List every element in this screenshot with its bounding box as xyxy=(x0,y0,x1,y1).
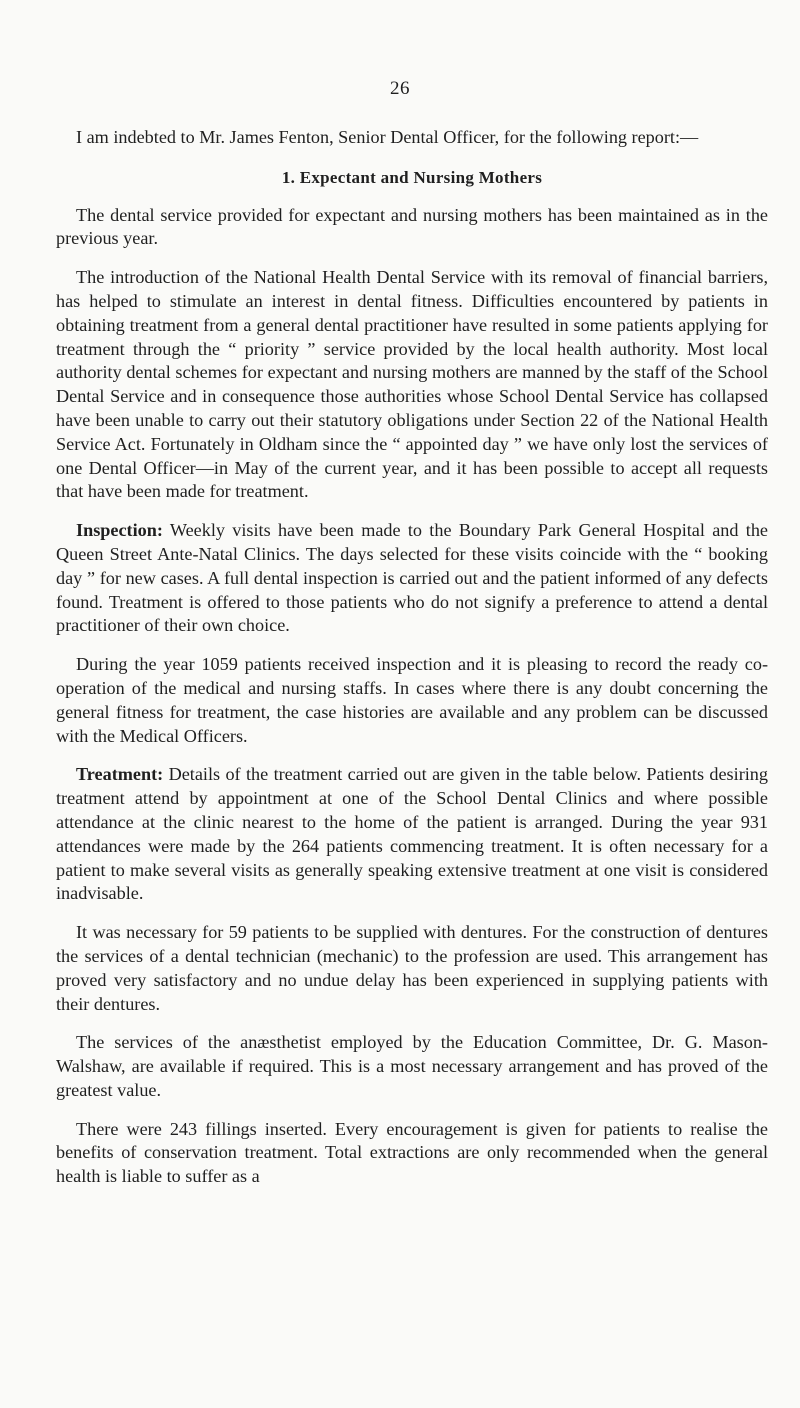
paragraph-maintenance xyxy=(56,204,768,252)
paragraph-treatment xyxy=(56,763,768,906)
paragraph-fillings xyxy=(56,1118,768,1189)
paragraph-text: Weekly visits have been made to the Boundary Park General Hospital and the Queen Street Ante-Natal Clinics. The days selected for these visits coincide with the “ booking day ” for new cases. A full dental inspection is carried out and the patient informed of any defects found. Treatment is offered to those patients who do not signify a preference to attend a dental practitioner of their own choice. xyxy=(56,520,768,636)
paragraph-text: It was necessary for 59 patients to be supplied with dentures. For the construction of dentures the services of a dental technician (mechanic) to the profession are used. This arrangement has proved very satisfactory and no undue delay has been experienced in supplying patients with their dentures. xyxy=(56,922,768,1014)
paragraph-text: The dental service provided for expectant and nursing mothers has been maintained as in the previous year. xyxy=(56,204,768,249)
paragraph-text: The services of the anæsthetist employed by the Education Committee, Dr. G. Mason-Walshaw, are available if required. This is a most necessary arrangement and has proved of the greatest value. xyxy=(56,1032,768,1100)
paragraph-lead-inspection: Inspection: xyxy=(76,520,163,541)
paragraph-text: During the year 1059 patients received inspection and it is pleasing to record the ready co-operation of the medical and nursing staffs. In cases where there is any doubt concerning the general fitness for treatment, the case histories are available and any problem can be discussed with the Medical Officers. xyxy=(56,654,768,746)
page-number: 26 xyxy=(390,78,410,99)
paragraph-lead-treatment: Treatment: xyxy=(76,764,164,785)
paragraph-inspection-count xyxy=(56,653,768,748)
paragraph-national-health xyxy=(56,266,768,504)
paragraph-dentures xyxy=(56,921,768,1016)
section-heading: 1. Expectant and Nursing Mothers xyxy=(281,167,543,187)
paragraph-text: There were 243 fillings inserted. Every encouragement is given for patients to realise the benefits of conservation treatment. Total extractions are only recommended when the general health is liable to suffer as a xyxy=(56,1118,768,1187)
report-body xyxy=(56,126,768,1204)
paragraph-text: Details of the treatment carried out are given in the table below. Patients desiring treatment attend by appointment at one of the School Dental Clinics and where possible attendance at the clinic nearest to the home of the patient is arranged. During the year 931 attendances were made by the 264 patients commencing treatment. It is often necessary for a patient to make several visits as generally speaking extensive treatment at one visit is considered inadvisable. xyxy=(56,764,768,904)
paragraph-text: The introduction of the National Health Dental Service with its removal of financial barriers, has helped to stimulate an interest in dental fitness. Difficulties encountered by patients in obtaining treatment from a general dental practitioner have resulted in some patients applying for treatment through the “ priority ” service provided by the local health authority. Most local authority dental schemes for expectant and nursing mothers are manned by the staff of the School Dental Service and in consequence those authorities whose School Dental Service has collapsed have been unable to carry out their statutory obligations under Section 22 of the National Health Service Act. Fortunately in Oldham since the “ appointed day ” we have only lost the services of one Dental Officer—in May of the current year, and it has been possible to accept all requests that have been made for treatment. xyxy=(56,267,768,502)
paragraph-anaesthetist xyxy=(56,1031,768,1102)
paragraph-inspection xyxy=(56,519,768,638)
intro-paragraph: I am indebted to Mr. James Fenton, Senior Dental Officer, for the following report:— xyxy=(76,127,699,147)
